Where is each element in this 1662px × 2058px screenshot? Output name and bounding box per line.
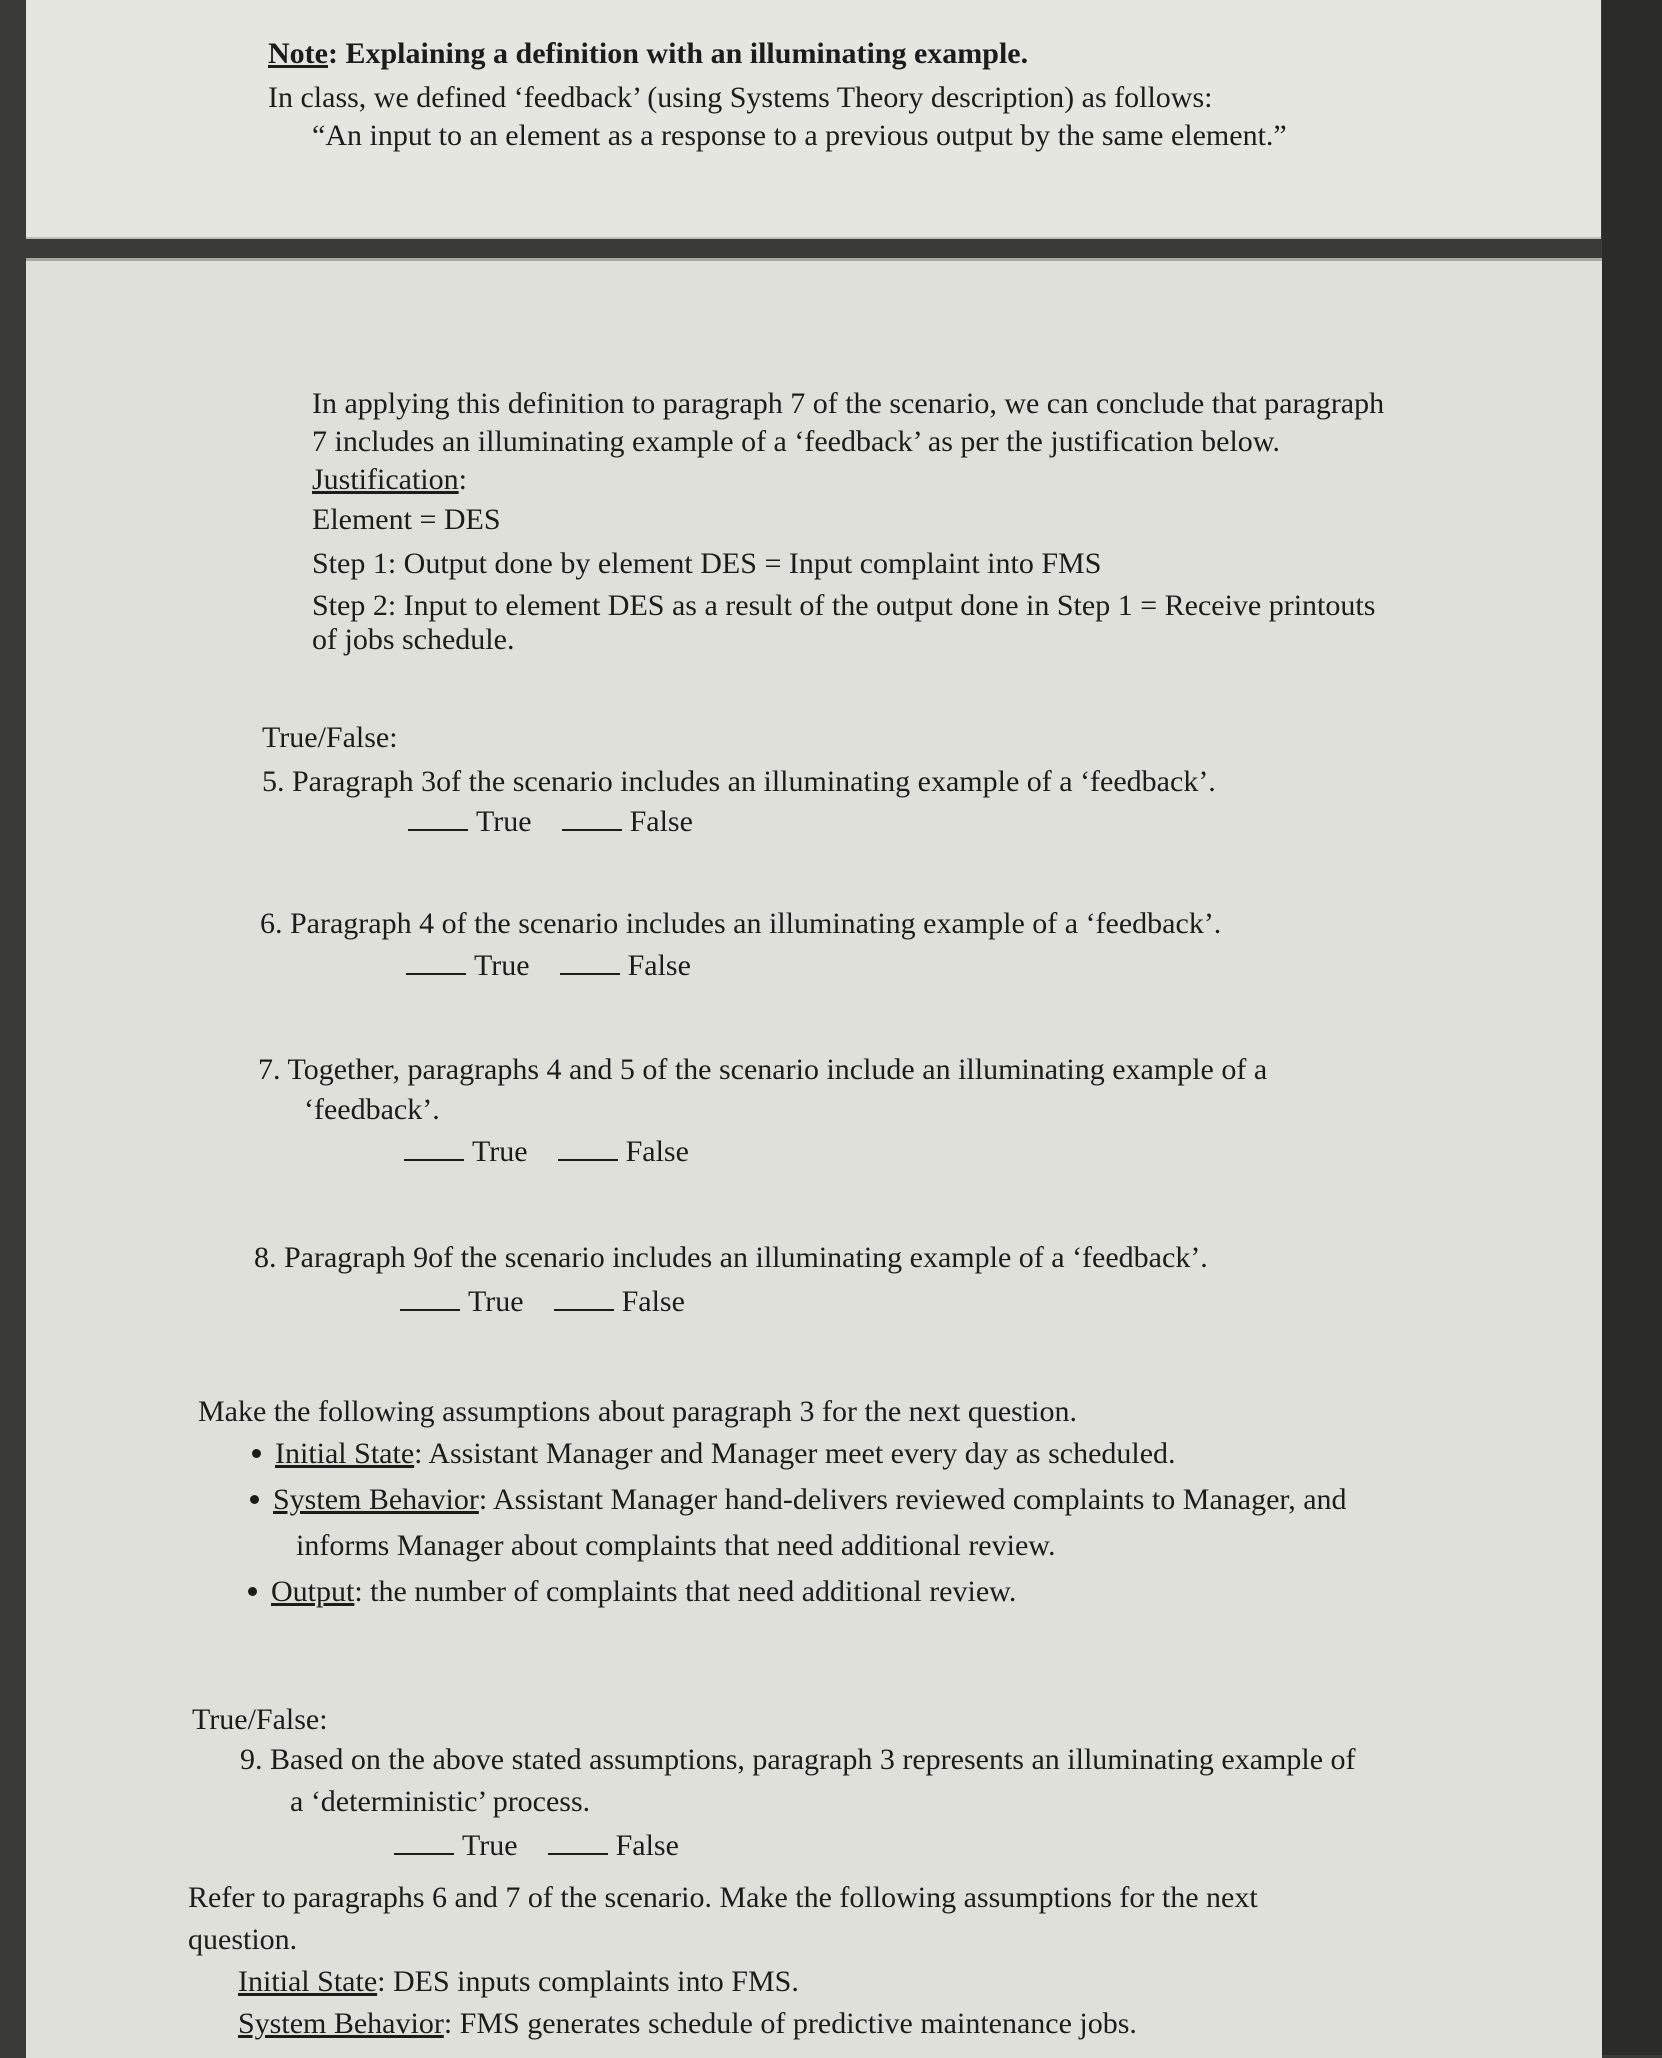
- question-7-line-1: 7. Together, paragraphs 4 and 5 of the scenario include an illuminating example of a: [258, 1053, 1268, 1086]
- false-option-9: False: [615, 1829, 679, 1862]
- question-5: 5. Paragraph 3of the scenario includes an illuminating example of a ‘feedback’.: [262, 765, 1216, 798]
- assumption-text-initial: : Assistant Manager and Manager meet every day as scheduled.: [414, 1437, 1176, 1470]
- answer-row-9: [394, 1828, 679, 1864]
- note-label: Note: [268, 37, 328, 70]
- question-8: 8. Paragraph 9of the scenario includes an illuminating example of a ‘feedback’.: [254, 1241, 1208, 1274]
- true-option-5: True: [476, 805, 532, 838]
- false-option-6: False: [627, 949, 691, 982]
- answer-row-8: [400, 1284, 685, 1320]
- false-blank-6[interactable]: [560, 972, 620, 975]
- true-blank-6[interactable]: [406, 972, 466, 975]
- note-heading-text: : Explaining a definition with an illuminating example.: [327, 37, 1029, 70]
- assumption-system-behavior: [250, 1482, 1347, 1518]
- question-9-line-1: 9. Based on the above stated assumptions, paragraph 3 represents an illuminating example of: [240, 1743, 1356, 1776]
- answer-row-6: [406, 948, 691, 984]
- true-blank-5[interactable]: [408, 828, 468, 831]
- question-6: 6. Paragraph 4 of the scenario includes an illuminating example of a ‘feedback’.: [260, 907, 1222, 940]
- refer-behavior-text: : FMS generates schedule of predictive maintenance jobs.: [443, 2007, 1137, 2040]
- true-option-7: True: [472, 1135, 528, 1168]
- refer-line-1: Refer to paragraphs 6 and 7 of the scenario. Make the following assumptions for the next: [188, 1881, 1258, 1914]
- false-option-7: False: [625, 1135, 689, 1168]
- assumption-label-initial: Initial State: [275, 1437, 415, 1470]
- element-line: Element = DES: [312, 503, 501, 536]
- assumptions-intro: Make the following assumptions about paragraph 3 for the next question.: [198, 1395, 1077, 1428]
- false-blank-8[interactable]: [554, 1308, 614, 1311]
- bullet-icon: [248, 1587, 257, 1596]
- true-blank-9[interactable]: [394, 1852, 454, 1855]
- question-7-line-2: ‘feedback’.: [304, 1093, 440, 1126]
- false-option-5: False: [629, 805, 693, 838]
- screen-edge: [1602, 0, 1662, 2055]
- applying-line-1: In applying this definition to paragraph 7 of the scenario, we can conclude that paragraph: [312, 387, 1385, 420]
- refer-system-behavior: [238, 2006, 1137, 2042]
- assumption-label-output: Output: [271, 1575, 355, 1608]
- refer-initial-text: : DES inputs complaints into FMS.: [377, 1965, 799, 1998]
- assumption-output: [248, 1574, 1016, 1610]
- bullet-icon: [252, 1449, 261, 1458]
- assumption-initial-state: [252, 1436, 1176, 1472]
- refer-line-2: question.: [188, 1923, 298, 1956]
- true-option-6: True: [474, 949, 530, 982]
- answer-row-7: [404, 1134, 689, 1170]
- step-2-line-1: Step 2: Input to element DES as a result of the output done in Step 1 = Receive printouts: [312, 589, 1376, 622]
- justification-colon: :: [458, 463, 467, 496]
- assumption-text-output: : the number of complaints that need additional review.: [354, 1575, 1017, 1608]
- true-option-9: True: [462, 1829, 518, 1862]
- false-option-8: False: [621, 1285, 685, 1318]
- step-1: Step 1: Output done by element DES = Input complaint into FMS: [312, 547, 1102, 580]
- assumption-text-behavior: : Assistant Manager hand-delivers reviewed complaints to Manager, and: [478, 1483, 1347, 1516]
- refer-behavior-label: System Behavior: [238, 2007, 444, 2040]
- false-blank-7[interactable]: [558, 1158, 618, 1161]
- justification-heading: [312, 462, 467, 498]
- question-9-line-2: a ‘deterministic’ process.: [290, 1785, 591, 1818]
- bullet-icon: [250, 1495, 259, 1504]
- assumption-behavior-continued: informs Manager about complaints that need additional review.: [296, 1529, 1056, 1562]
- true-false-heading-2: True/False:: [192, 1703, 328, 1736]
- justification-label: Justification: [312, 463, 459, 496]
- answer-row-5: [408, 804, 693, 840]
- refer-initial-label: Initial State: [238, 1965, 378, 1998]
- note-heading: [268, 36, 1028, 72]
- false-blank-9[interactable]: [548, 1852, 608, 1855]
- false-blank-5[interactable]: [562, 828, 622, 831]
- main-panel: [26, 258, 1602, 2058]
- step-2-line-2: of jobs schedule.: [312, 623, 515, 656]
- true-blank-7[interactable]: [404, 1158, 464, 1161]
- true-false-heading-1: True/False:: [262, 721, 398, 754]
- applying-line-2: 7 includes an illuminating example of a ‘feedback’ as per the justification below.: [312, 425, 1280, 458]
- note-line-1: In class, we defined ‘feedback’ (using Systems Theory description) as follows:: [268, 81, 1213, 114]
- true-blank-8[interactable]: [400, 1308, 460, 1311]
- refer-initial-state: [238, 1964, 799, 2000]
- definition-quote: “An input to an element as a response to a previous output by the same element.”: [312, 119, 1287, 152]
- assumption-label-behavior: System Behavior: [273, 1483, 479, 1516]
- true-option-8: True: [468, 1285, 524, 1318]
